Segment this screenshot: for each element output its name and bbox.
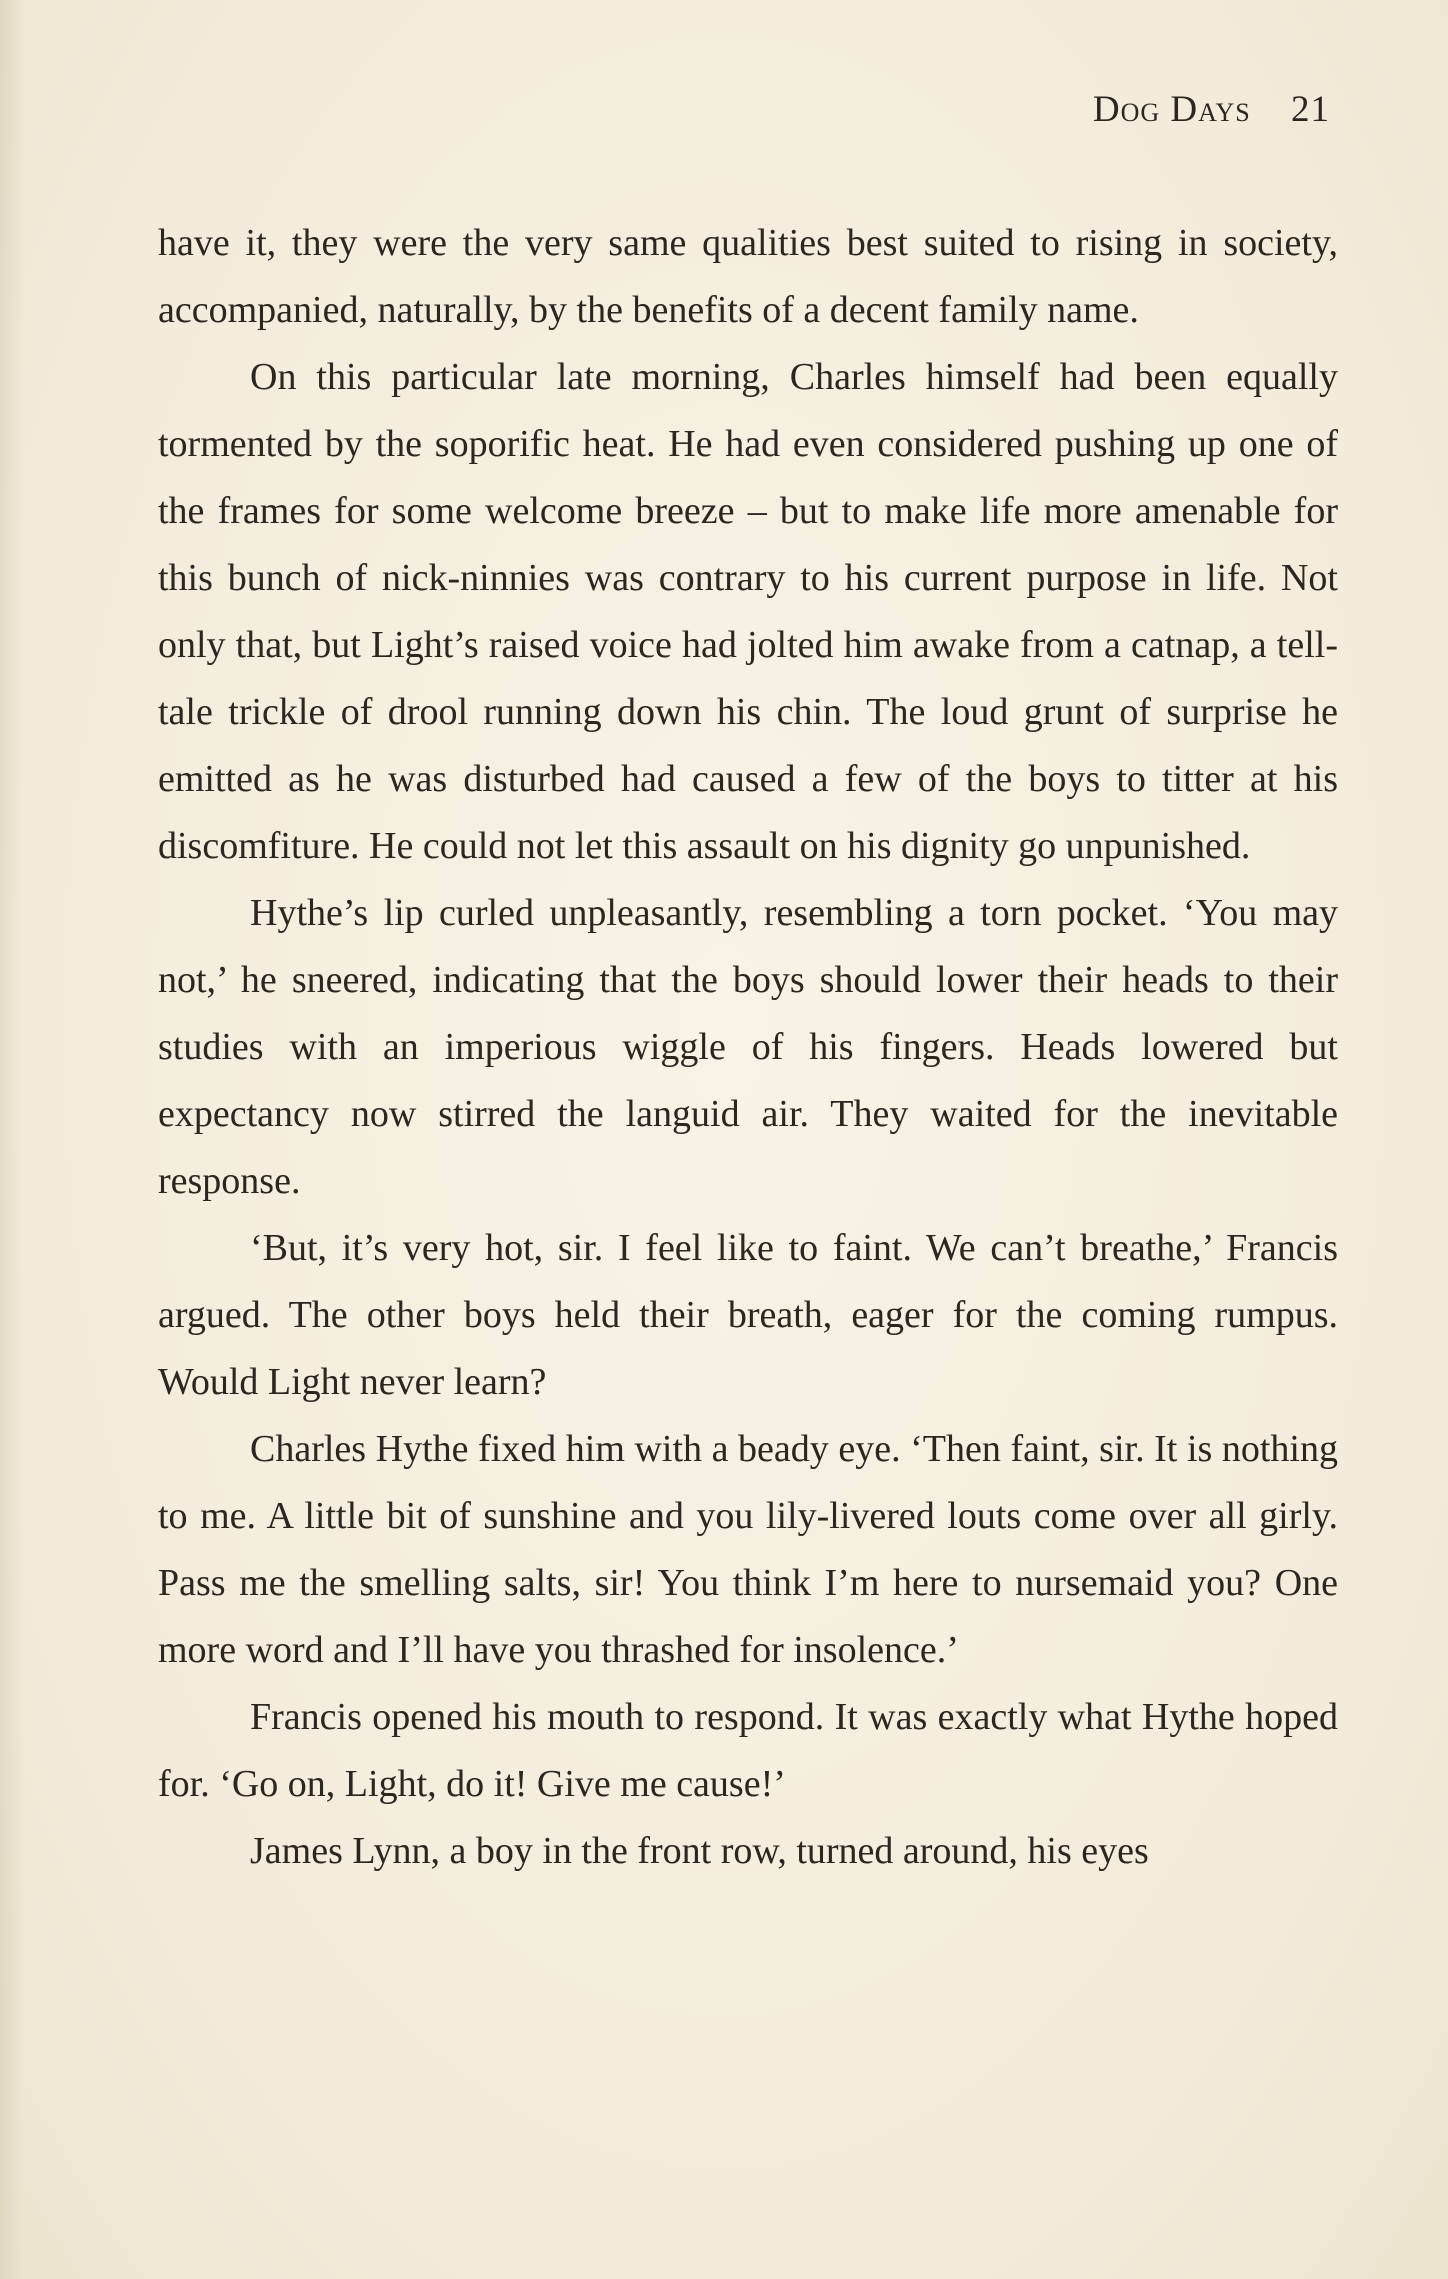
paragraph: Hythe’s lip curled unpleasantly, resembling a torn pocket. ‘You may not,’ he sneered, indicating that the boys should lower their heads to their studies with an imperious wiggle of his fingers. Heads lowered but expectancy now stirred the languid air. They waited for the inevitable response. (158, 892, 1338, 1202)
paragraph: James Lynn, a boy in the front row, turned around, his eyes (250, 1830, 1149, 1872)
paragraph: Charles Hythe fixed him with a beady eye. ‘Then faint, sir. It is nothing to me. A little bit of sunshine and you lily-livered louts come over all girly. Pass me the smelling salts, sir! You think I’m here to nursemaid you? One more word and I’ll have you thrashed for insolence.’ (158, 1428, 1338, 1671)
running-head (1093, 88, 1330, 131)
paragraph: have it, they were the very same qualities best suited to rising in society, accompanied, naturally, by the benefits of a decent family name. (158, 222, 1338, 331)
paragraph: ‘But, it’s very hot, sir. I feel like to faint. We can’t breathe,’ Francis argued. The other boys held their breath, eager for the coming rumpus. Would Light never learn? (158, 1227, 1338, 1403)
paragraph: Francis opened his mouth to respond. It was exactly what Hythe hoped for. ‘Go on, Light, do it! Give me cause!’ (158, 1696, 1338, 1805)
chapter-title: Dog Days (1092, 89, 1251, 130)
page-number: 21 (1291, 89, 1330, 130)
paragraph: On this particular late morning, Charles himself had been equally tormented by the soporific heat. He had even considered pushing up one of the frames for some welcome breeze – but to make life more amenable for this bunch of nick-ninnies was contrary to his current purpose in life. Not only that, but Light’s raised voice had jolted him awake from a catnap, a tell-tale trickle of drool running down his chin. The loud grunt of surprise he emitted as he was disturbed had caused a few of the boys to titter at his discomfiture. He could not let this assault on his dignity go unpunished. (158, 356, 1338, 867)
body-text (158, 210, 1338, 1885)
page-edge-shadow (0, 0, 24, 2279)
